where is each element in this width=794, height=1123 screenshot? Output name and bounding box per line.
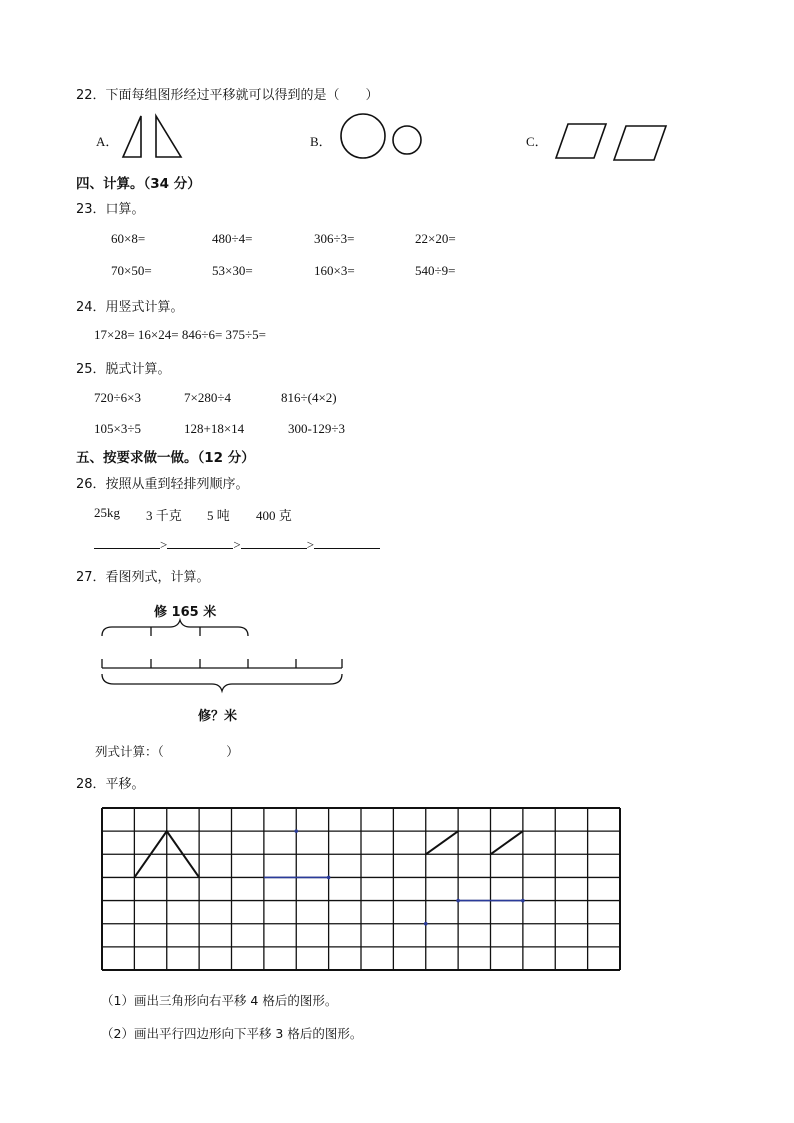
q25-item: 816÷(4×2) — [281, 390, 337, 405]
q25-item: 720÷6×3 — [94, 390, 141, 405]
q25-item: 7×280÷4 — [184, 390, 231, 405]
q23-item: 60×8= — [111, 231, 146, 246]
q23-item: 53×30= — [212, 263, 253, 278]
q23-title: 23．口算。 — [76, 202, 145, 217]
q27-answer: 列式计算：（ ） — [95, 744, 239, 759]
blue-dot — [327, 876, 331, 880]
q23-item: 70×50= — [111, 263, 152, 278]
q27-bottom-label: 修？米 — [198, 709, 238, 724]
q24-title: 24．用竖式计算。 — [76, 300, 184, 315]
q23-item: 22×20= — [415, 231, 456, 246]
q25-title: 25．脱式计算。 — [76, 362, 171, 377]
q22-option-c-label: C． — [526, 134, 548, 149]
q25-item: 128+18×14 — [184, 421, 245, 436]
q25-item: 105×3÷5 — [94, 421, 141, 436]
q22-title: 22．下面每组图形经过平移就可以得到的是（ ） — [76, 88, 379, 103]
q26-item: 3 千克 — [146, 508, 182, 523]
q23-item: 306÷3= — [314, 231, 355, 246]
parallelogram-edge — [491, 831, 523, 854]
answer-blank[interactable] — [241, 536, 307, 549]
q23-item: 160×3= — [314, 263, 355, 278]
q27-title: 27．看图列式，计算。 — [76, 570, 210, 585]
answer-blank[interactable] — [94, 536, 160, 549]
q27-top-label: 修 165 米 — [154, 605, 217, 620]
q22-option-a-label: A． — [96, 134, 119, 149]
blue-dot — [521, 899, 525, 903]
blue-dot — [456, 899, 460, 903]
q26-item: 5 吨 — [207, 508, 230, 523]
q23-item: 480÷4= — [212, 231, 253, 246]
q26-item: 25kg — [94, 505, 120, 520]
q22-option-b-circles-icon — [338, 112, 428, 162]
q25-item: 300-129÷3 — [288, 421, 345, 436]
q28-task-2: （2）画出平行四边形向下平移 3 格后的图形。 — [101, 1026, 363, 1041]
q22-option-c-parallelograms-icon — [552, 122, 670, 164]
q28-title: 28．平移。 — [76, 777, 145, 792]
blue-dot — [294, 829, 298, 833]
q28-task-1: （1）画出三角形向右平移 4 格后的图形。 — [101, 993, 338, 1008]
q27-segment-diagram — [98, 618, 348, 692]
q23-item: 540÷9= — [415, 263, 456, 278]
q24-line: 17×28= 16×24= 846÷6= 375÷5= — [94, 327, 267, 342]
section-4-title: 四、计算。（34 分） — [76, 176, 201, 192]
parallelogram-edge — [426, 831, 458, 854]
answer-blank[interactable] — [167, 536, 233, 549]
q26-item: 400 克 — [256, 508, 292, 523]
blue-dot — [424, 922, 428, 926]
q26-answer-line: > > > — [94, 536, 380, 553]
section-5-title: 五、按要求做一做。（12 分） — [76, 450, 255, 466]
q22-option-a-triangles-icon — [120, 114, 184, 160]
q28-grid[interactable] — [100, 806, 622, 972]
answer-blank[interactable] — [314, 536, 380, 549]
q22-option-b-label: B． — [310, 134, 332, 149]
q26-title: 26．按照从重到轻排列顺序。 — [76, 477, 249, 492]
